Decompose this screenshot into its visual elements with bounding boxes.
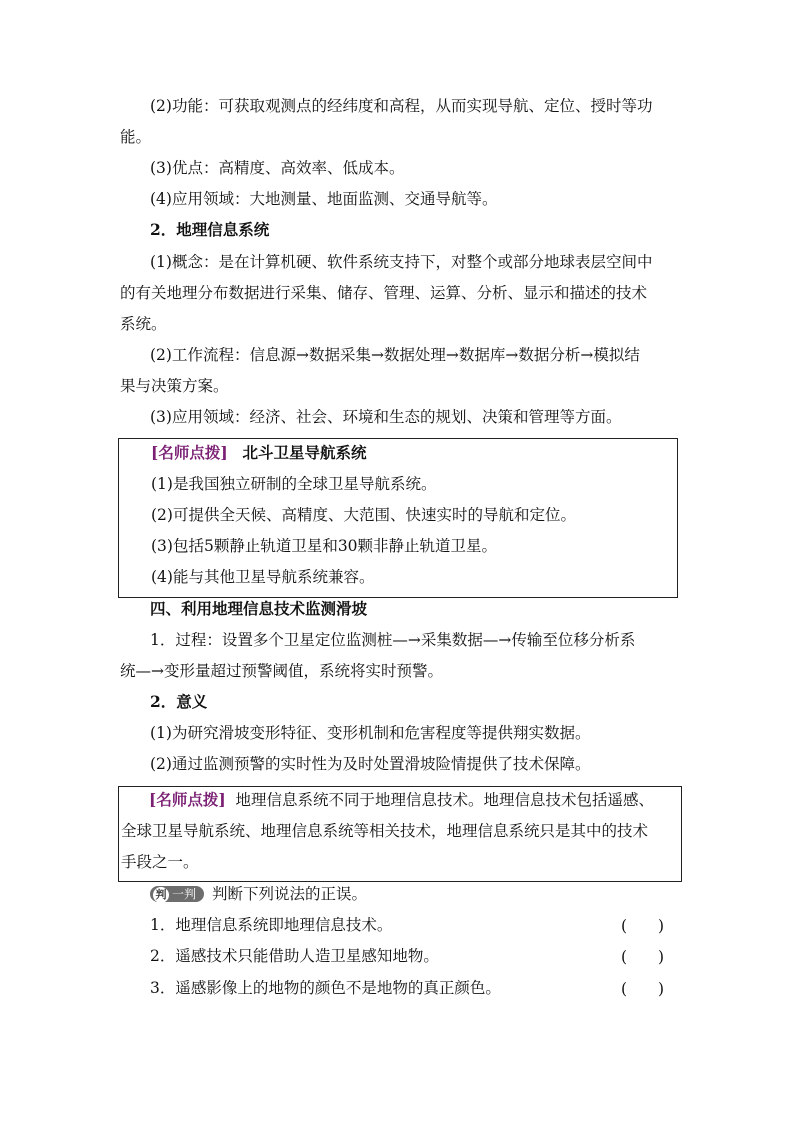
- sec2-p2a: (2)工作流程：信息源→数据采集→数据处理→数据库→数据分析→模拟结: [150, 346, 640, 364]
- answer-paren[interactable]: ( ): [621, 917, 665, 935]
- sec1-p2b: 能。: [120, 128, 152, 146]
- box1-item: (2)可提供全天候、高精度、大范围、快速实时的导航和定位。: [151, 506, 576, 524]
- sec1-p3: (3)优点：高精度、高效率、低成本。: [150, 159, 405, 177]
- judge-item: 1．地理信息系统即地理信息技术。: [150, 916, 393, 934]
- sec4-p2title: 2．意义: [150, 692, 208, 711]
- sec4-p1b: 统—→变形量超过预警阈值，系统将实时预警。: [120, 662, 443, 680]
- box1-item: (1)是我国独立研制的全球卫星导航系统。: [151, 475, 437, 493]
- box2-tag: [名师点拨]: [149, 790, 226, 809]
- box2-line2: 全球卫星导航系统、地理信息系统等相关技术，地理信息系统只是其中的技术: [121, 822, 649, 840]
- tip-box-gis: [118, 786, 682, 882]
- box2-line3: 手段之一。: [121, 853, 199, 871]
- sec2-title: 2．地理信息系统: [150, 220, 270, 239]
- sec2-p1c: 系统。: [120, 315, 167, 333]
- judge-header: [150, 883, 367, 905]
- judge-badge-icon: [150, 886, 204, 902]
- sec4-p2b: (2)通过监测预警的实时性为及时处置滑坡险情提供了技术保障。: [150, 755, 591, 773]
- tip-box-beidou: [118, 438, 678, 598]
- box1-header: [151, 442, 366, 464]
- sec1-p2a: (2)功能：可获取观测点的经纬度和高程，从而实现导航、定位、授时等功: [150, 97, 653, 115]
- answer-paren[interactable]: ( ): [621, 980, 665, 998]
- sec2-p2b: 果与决策方案。: [120, 377, 229, 395]
- sec2-p3: (3)应用领域：经济、社会、环境和生态的规划、决策和管理等方面。: [150, 408, 622, 426]
- sec4-title: 四、利用地理信息技术监测滑坡: [150, 599, 368, 618]
- judge-badge-char: 判: [153, 887, 169, 903]
- sec2-p1b: 的有关地理分布数据进行采集、储存、管理、运算、分析、显示和描述的技术: [120, 284, 648, 302]
- box1-item: (4)能与其他卫星导航系统兼容。: [151, 568, 375, 586]
- box1-item: (3)包括5颗静止轨道卫星和30颗非静止轨道卫星。: [151, 537, 498, 555]
- box2-line1-text: 地理信息系统不同于地理信息技术。地理信息技术包括遥感、: [235, 791, 655, 809]
- sec4-p2a: (1)为研究滑坡变形特征、变形机制和危害程度等提供翔实数据。: [150, 724, 591, 742]
- sec1-p4: (4)应用领域：大地测量、地面监测、交通导航等。: [150, 190, 498, 208]
- answer-paren[interactable]: ( ): [621, 948, 665, 966]
- box1-tag: [名师点拨]: [151, 443, 228, 462]
- box1-title: 北斗卫星导航系统: [242, 443, 367, 462]
- judge-instruction: 判断下列说法的正误。: [212, 885, 368, 903]
- sec2-p1a: (1)概念：是在计算机硬、软件系统支持下，对整个或部分地球表层空间中: [150, 253, 653, 271]
- judge-item: 2．遥感技术只能借助人造卫星感知地物。: [150, 947, 439, 965]
- box2-line1: [149, 789, 654, 811]
- judge-item: 3．遥感影像上的地物的颜色不是地物的真正颜色。: [150, 979, 501, 997]
- judge-badge-text: 一判: [172, 887, 197, 901]
- sec4-p1a: 1．过程：设置多个卫星定位监测桩—→采集数据—→传输至位移分析系: [150, 631, 636, 649]
